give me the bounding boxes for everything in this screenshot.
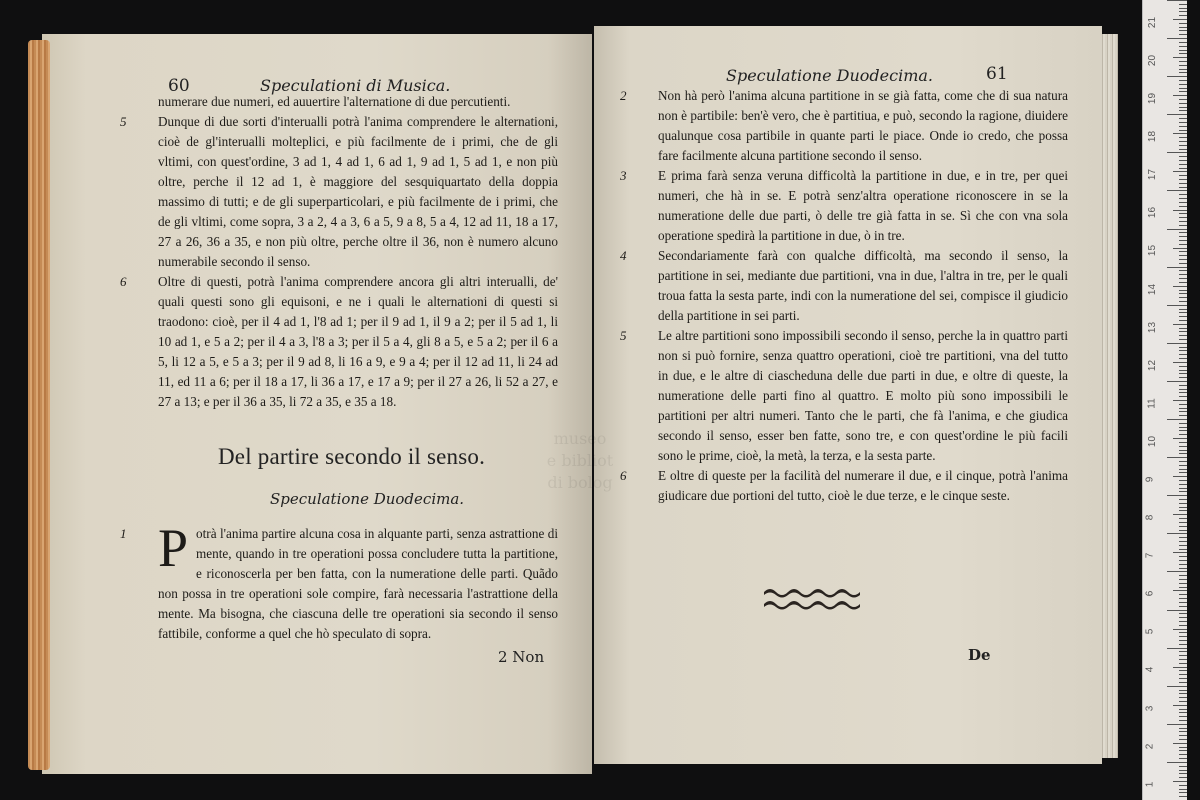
ruler-tick — [1173, 400, 1187, 401]
ruler-tick — [1173, 362, 1187, 363]
watermark-line: museo — [553, 429, 607, 448]
ruler-tick — [1179, 472, 1187, 473]
ruler-tick — [1179, 244, 1187, 245]
paragraph-text: numerare due numeri, ed auuertire l'alternatione di due percutienti. — [158, 94, 511, 109]
ruler-tick — [1179, 301, 1187, 302]
ruler-tick — [1179, 251, 1187, 252]
ruler-tick — [1179, 46, 1187, 47]
ruler-tick — [1179, 701, 1187, 702]
ruler-label: 14 — [1147, 283, 1159, 296]
ruler-tick — [1179, 221, 1187, 222]
ruler-tick — [1179, 331, 1187, 332]
ruler-tick — [1173, 629, 1187, 630]
ruler-tick — [1179, 198, 1187, 199]
ruler-tick — [1179, 240, 1187, 241]
ruler-tick — [1173, 743, 1187, 744]
ruler-tick — [1179, 8, 1187, 9]
ruler-tick — [1179, 541, 1187, 542]
ruler-tick — [1179, 42, 1187, 43]
ruler-tick — [1179, 549, 1187, 550]
ruler-tick — [1179, 274, 1187, 275]
ruler-tick — [1179, 465, 1187, 466]
ruler-tick — [1179, 11, 1187, 12]
ruler-tick — [1179, 731, 1187, 732]
ruler-tick — [1173, 210, 1187, 211]
ruler-tick — [1179, 770, 1187, 771]
ruler-label: 6 — [1144, 590, 1156, 597]
ruler-tick — [1179, 777, 1187, 778]
ruler-tick — [1179, 720, 1187, 721]
ruler-tick — [1179, 663, 1187, 664]
ruler-tick — [1179, 716, 1187, 717]
paragraph-text: Le altre partitioni sono impossibili secondo il senso, perche la in quattro parti non si può fornire, senza quattro operationi, cioè tre partitioni, vna del tutto in due, e le altre di ciascheduna delle due parti in due, e oltre di queste, la numeratione delle parti fino al quattro. E molto più sono impossibili le partitioni per altri numeri. Tanto che le parti, che fà l'anima, e che giudica secondo il senso, esser ben fatte, sono tre, e con quest'ordine le più facili sono le prime, cioè, la metà, la terza, e la sesta parte. — [658, 328, 1068, 463]
ruler-tick — [1167, 38, 1187, 39]
ruler-tick — [1167, 571, 1187, 572]
ruler-tick — [1179, 617, 1187, 618]
ruler-tick — [1167, 419, 1187, 420]
ruler-tick — [1179, 423, 1187, 424]
ruler-tick — [1179, 84, 1187, 85]
ruler-tick — [1179, 522, 1187, 523]
ruler-tick — [1179, 747, 1187, 748]
ruler-tick — [1179, 564, 1187, 565]
ruler-tick — [1179, 61, 1187, 62]
paragraph — [620, 246, 1068, 326]
right-body — [620, 86, 1068, 506]
ruler-tick — [1179, 130, 1187, 131]
ruler-tick — [1179, 194, 1187, 195]
ruler-tick — [1167, 76, 1187, 77]
paragraph-number: 4 — [620, 248, 627, 263]
ruler-tick — [1179, 377, 1187, 378]
ruler-tick — [1179, 728, 1187, 729]
ruler-tick — [1179, 263, 1187, 264]
paragraph-text: Oltre di questi, potrà l'anima comprendere ancora gli altri interualli, de' quali questi sono gli equisoni, e ne i quali le alternationi di questi si traodono: cioè, per il 4 ad 1, l'8 ad 1; per il 9 ad 1, il 9 a 2; per il 5 ad 1, li 10 ad 1, e 5 a 2; per il 4 a 3, l'8 a 3; per il 5 a 4, gli 8 a 5, e 5 a 2; per il 6 a 5, li 12 a 5, e 5 a 3; per il 9 ad 8, li 16 a 9, e 9 a 4; per il 12 ad 11, li 24 ad 11, ed 11 a 6; per il 18 a 17, li 36 a 17, e 17 a 9; per il 27 a 26, li 52 a 27, e 27 a 13; e per il 36 a 35, li 72 a 35, e 35 a 18. — [158, 274, 558, 409]
right-page — [594, 26, 1102, 764]
paragraph-number: 6 — [620, 468, 627, 483]
ruler-tick — [1179, 225, 1187, 226]
right-page-number: 61 — [986, 64, 1008, 84]
ruler-tick — [1173, 552, 1187, 553]
ruler-tick — [1179, 545, 1187, 546]
ruler-label: 17 — [1147, 168, 1159, 181]
ruler-tick — [1167, 229, 1187, 230]
ruler-tick — [1179, 392, 1187, 393]
ruler-tick — [1179, 674, 1187, 675]
ruler-tick — [1173, 476, 1187, 477]
ruler-tick — [1179, 503, 1187, 504]
ruler-tick — [1179, 632, 1187, 633]
ruler-tick — [1179, 758, 1187, 759]
ruler-tick — [1179, 766, 1187, 767]
ruler-tick — [1179, 450, 1187, 451]
paragraph-number: 3 — [620, 168, 627, 183]
ruler-tick — [1179, 659, 1187, 660]
ruler-tick — [1179, 389, 1187, 390]
ruler-tick — [1173, 19, 1187, 20]
paragraph-number: 6 — [120, 274, 127, 289]
ruler-tick — [1179, 206, 1187, 207]
ruler-tick — [1173, 667, 1187, 668]
ruler-tick — [1179, 118, 1187, 119]
ruler-tick — [1179, 373, 1187, 374]
ruler-label: 15 — [1147, 244, 1159, 257]
ruler-tick — [1179, 366, 1187, 367]
ruler-tick — [1179, 693, 1187, 694]
ruler-tick — [1179, 655, 1187, 656]
ruler-tick — [1179, 408, 1187, 409]
ruler-tick — [1179, 309, 1187, 310]
paragraph-number: 1 — [120, 526, 127, 541]
ruler-tick — [1179, 697, 1187, 698]
ruler-tick — [1179, 107, 1187, 108]
ruler-tick — [1179, 785, 1187, 786]
ruler-tick — [1179, 453, 1187, 454]
ruler-tick — [1167, 686, 1187, 687]
ruler-tick — [1179, 739, 1187, 740]
ruler-tick — [1179, 149, 1187, 150]
paragraph — [620, 166, 1068, 246]
ruler-tick — [1179, 278, 1187, 279]
ruler-tick — [1179, 404, 1187, 405]
ruler-label: 18 — [1147, 130, 1159, 143]
ruler-label: 12 — [1147, 359, 1159, 372]
left-body-bottom — [120, 518, 558, 644]
ruler-tick — [1167, 343, 1187, 344]
paragraph-number: 2 — [620, 88, 627, 103]
ruler-tick — [1167, 114, 1187, 115]
ruler-tick — [1179, 583, 1187, 584]
ruler-tick — [1173, 286, 1187, 287]
ruler-tick — [1179, 328, 1187, 329]
ruler-tick — [1179, 792, 1187, 793]
ruler-tick — [1173, 324, 1187, 325]
ruler-tick — [1179, 442, 1187, 443]
ruler-tick — [1179, 446, 1187, 447]
ruler-tick — [1167, 762, 1187, 763]
paragraph — [120, 272, 558, 412]
paragraph — [620, 466, 1068, 506]
section-subtitle: Speculatione Duodecima. — [270, 490, 465, 508]
ruler-tick — [1173, 133, 1187, 134]
ruler-tick — [1179, 796, 1187, 797]
ruler-tick — [1179, 168, 1187, 169]
ruler-tick — [1179, 53, 1187, 54]
watermark — [520, 428, 640, 494]
ruler-tick — [1179, 488, 1187, 489]
ruler-tick — [1179, 316, 1187, 317]
ruler-label: 9 — [1144, 476, 1156, 483]
ruler-tick — [1179, 4, 1187, 5]
ruler-tick — [1179, 644, 1187, 645]
ruler-tick — [1179, 670, 1187, 671]
ruler-tick — [1179, 65, 1187, 66]
ruler-tick — [1167, 0, 1187, 1]
ruler-tick — [1179, 396, 1187, 397]
ruler-tick — [1179, 461, 1187, 462]
paragraph-text: Non hà però l'anima alcuna partitione in se già fatta, come che di sua natura non è partibile: ben'è vero, che è partitiua, e può, secondo la ragione, diuidere qualunque cosa partibile in quante parti le piace. Onde io credo, che possa fare facilmente alcuna partitione secondo il senso. — [658, 88, 1068, 163]
ornament-icon — [762, 584, 866, 614]
ruler-tick — [1179, 110, 1187, 111]
ruler-tick — [1179, 427, 1187, 428]
paragraph-text: otrà l'anima partire alcuna cosa in alquante parti, senza astrattione di mente, quando in tre operationi possa concludere tutta la partitione, e riconoscerla per ben fatta, con la numeratione delle parti. Quãdo non possa in tre operationi sole compire, farà necessaria l'astrattione della mente. Ma bisogna, che ciascuna delle tre operationi sia secondo il senso fattibile, conforme a quel che hò speculato di sopra. — [158, 526, 558, 641]
ruler-tick — [1179, 568, 1187, 569]
ruler-tick — [1173, 514, 1187, 515]
ruler-tick — [1173, 590, 1187, 591]
ruler-tick — [1179, 750, 1187, 751]
ruler-tick — [1179, 156, 1187, 157]
ruler-tick — [1179, 312, 1187, 313]
ruler-tick — [1179, 141, 1187, 142]
ruler-tick — [1179, 270, 1187, 271]
ruler-tick — [1179, 164, 1187, 165]
ruler-tick — [1179, 651, 1187, 652]
paragraph-number: 5 — [120, 114, 127, 129]
ruler-tick — [1179, 621, 1187, 622]
ruler-label: 3 — [1144, 705, 1156, 712]
ruler-tick — [1179, 259, 1187, 260]
ruler-tick — [1179, 682, 1187, 683]
ruler-tick — [1179, 34, 1187, 35]
ruler-tick — [1179, 636, 1187, 637]
ruler-tick — [1179, 537, 1187, 538]
paragraph-text: E prima farà senza veruna difficoltà la partitione in due, e in tre, per quei numeri, che hà in se. E potrà senz'altra operatione riconoscere in se la numeratione delle due parti, ò delle tre già fatta in se. Sì che con vna sola operatione spedirà la partitione in due, ò in tre. — [658, 168, 1068, 243]
ruler-tick — [1173, 95, 1187, 96]
ruler-tick — [1179, 491, 1187, 492]
ruler-tick — [1179, 773, 1187, 774]
ruler-tick — [1179, 122, 1187, 123]
left-page — [42, 34, 592, 774]
section-title: Del partire secondo il senso. — [218, 444, 486, 469]
ruler-tick — [1179, 183, 1187, 184]
ruler-label: 20 — [1147, 54, 1159, 67]
ruler-tick — [1167, 190, 1187, 191]
ruler-tick — [1179, 213, 1187, 214]
ruler-label: 1 — [1144, 781, 1156, 788]
ruler-tick — [1179, 236, 1187, 237]
ruler-tick — [1179, 415, 1187, 416]
ruler-tick — [1167, 152, 1187, 153]
ruler-tick — [1167, 267, 1187, 268]
left-page-number: 60 — [168, 76, 190, 96]
ruler-label: 13 — [1147, 321, 1159, 334]
ruler-tick — [1179, 145, 1187, 146]
ruler-tick — [1179, 602, 1187, 603]
ruler-label: 7 — [1144, 552, 1156, 559]
ruler-tick — [1179, 297, 1187, 298]
watermark-line: e bibliot — [546, 451, 614, 470]
ruler-tick — [1167, 533, 1187, 534]
ruler-tick — [1179, 579, 1187, 580]
ruler-label: 8 — [1144, 514, 1156, 521]
ruler-tick — [1179, 137, 1187, 138]
ruler-tick — [1173, 248, 1187, 249]
ruler-tick — [1179, 50, 1187, 51]
ruler-label: 2 — [1144, 743, 1156, 750]
ruler-label: 10 — [1147, 435, 1159, 448]
ruler-tick — [1179, 160, 1187, 161]
ruler-tick — [1179, 754, 1187, 755]
ruler-tick — [1179, 430, 1187, 431]
ruler-label: 11 — [1146, 398, 1158, 409]
ruler-tick — [1179, 358, 1187, 359]
ruler-tick — [1179, 347, 1187, 348]
ruler-tick — [1179, 484, 1187, 485]
ruler-tick — [1167, 610, 1187, 611]
ruler-tick — [1179, 217, 1187, 218]
ruler-tick — [1179, 293, 1187, 294]
ruler-tick — [1179, 594, 1187, 595]
ruler-tick — [1173, 705, 1187, 706]
ruler-tick — [1173, 57, 1187, 58]
ruler-tick — [1179, 518, 1187, 519]
ruler-tick — [1179, 640, 1187, 641]
ruler-tick — [1179, 175, 1187, 176]
ruler-tick — [1179, 30, 1187, 31]
ruler-tick — [1179, 499, 1187, 500]
ruler-tick — [1179, 510, 1187, 511]
ruler-tick — [1167, 648, 1187, 649]
ruler-tick — [1167, 495, 1187, 496]
ruler-tick — [1179, 560, 1187, 561]
paragraph — [120, 518, 558, 644]
paragraph — [620, 86, 1068, 166]
ruler-tick — [1167, 724, 1187, 725]
ruler-tick — [1179, 735, 1187, 736]
ruler-tick — [1179, 507, 1187, 508]
left-running-head: Speculationi di Musica. — [260, 76, 451, 95]
ruler-tick — [1179, 370, 1187, 371]
paragraph-text: Dunque di due sorti d'interualli potrà l'anima comprendere le alternationi, cioè de gl'interualli molteplici, e più facilmente de i primi, che de gli vltimi, con quest'ordine, 3 ad 1, 4 ad 1, 6 ad 1, 9 ad 1, 5 ad 1, e non più oltre, perche il 12 ad 1, è maggiore del sesquiquartato della doppia massimo di tutti; e de gli superparticolari, e più facilmente de i primi, che de gli vltimi, come sopra, 3 a 2, 4 a 3, 6 a 5, 9 a 8, 5 a 4, 12 ad 11, 18 a 17, 27 a 26, 36 a 35, e non più oltre, perche oltre il 36, non è numero alcuno numerabile secondo il senso. — [158, 114, 558, 269]
ruler-tick — [1179, 556, 1187, 557]
ruler-tick — [1167, 381, 1187, 382]
ruler-tick — [1179, 290, 1187, 291]
ruler-tick — [1179, 339, 1187, 340]
ruler-tick — [1179, 69, 1187, 70]
ruler-tick — [1179, 23, 1187, 24]
drop-capital: P — [158, 518, 189, 578]
watermark-line: di bolog — [547, 473, 613, 492]
ruler-tick — [1179, 15, 1187, 16]
ruler-tick — [1179, 598, 1187, 599]
right-running-head: Speculatione Duodecima. — [726, 66, 933, 85]
ruler-tick — [1179, 320, 1187, 321]
ruler-tick — [1179, 606, 1187, 607]
ruler-tick — [1173, 438, 1187, 439]
paragraph — [620, 326, 1068, 466]
ruler-tick — [1179, 526, 1187, 527]
ruler-tick — [1179, 530, 1187, 531]
ruler-tick — [1179, 232, 1187, 233]
ruler-tick — [1179, 709, 1187, 710]
ruler-label: 5 — [1144, 628, 1156, 635]
ruler-label: 16 — [1147, 206, 1159, 219]
ruler-tick — [1179, 354, 1187, 355]
ruler-tick — [1179, 202, 1187, 203]
ruler-tick — [1179, 80, 1187, 81]
ruler-tick — [1179, 91, 1187, 92]
ruler-label: 21 — [1147, 16, 1159, 29]
ruler-tick — [1179, 385, 1187, 386]
ruler-tick — [1179, 575, 1187, 576]
ruler-tick — [1179, 712, 1187, 713]
ruler-tick — [1173, 171, 1187, 172]
ruler-tick — [1179, 255, 1187, 256]
paragraph — [120, 112, 558, 272]
ruler-tick — [1179, 625, 1187, 626]
paragraph — [158, 92, 558, 112]
paragraph-number: 5 — [620, 328, 627, 343]
ruler-tick — [1179, 282, 1187, 283]
ruler-tick — [1179, 690, 1187, 691]
ruler-tick — [1179, 469, 1187, 470]
catchword: 2 Non — [498, 648, 545, 666]
ruler-tick — [1179, 103, 1187, 104]
left-body-top — [120, 92, 558, 412]
ruler-tick — [1179, 126, 1187, 127]
ruler-tick — [1179, 678, 1187, 679]
ruler-tick — [1179, 480, 1187, 481]
ruler-tick — [1167, 305, 1187, 306]
ruler-tick — [1179, 72, 1187, 73]
ruler-tick — [1179, 411, 1187, 412]
ruler-tick — [1179, 99, 1187, 100]
paragraph-text: E oltre di queste per la facilità del numerare il due, e il cinque, potrà l'anima giudicare due portioni del tutto, cioè le due terze, e le cinque seste. — [658, 468, 1068, 503]
ruler-tick — [1179, 27, 1187, 28]
ruler-tick — [1179, 434, 1187, 435]
ruler-tick — [1179, 789, 1187, 790]
measuring-ruler — [1142, 0, 1187, 800]
ruler-tick — [1179, 350, 1187, 351]
ruler-tick — [1179, 88, 1187, 89]
ruler-tick — [1173, 781, 1187, 782]
ruler-label: 19 — [1147, 92, 1159, 105]
ruler-tick — [1179, 179, 1187, 180]
ruler-tick — [1179, 613, 1187, 614]
ruler-tick — [1179, 587, 1187, 588]
ruler-tick — [1167, 457, 1187, 458]
ruler-label: 4 — [1144, 666, 1156, 673]
paragraph-text: Secondariamente farà con qualche difficoltà, ma secondo il senso, la partitione in sei, mediante due partitioni, vna in due, l'altra in tre, per le quali troua fatta la sesta parte, indi con la numeratione del sei, compisce il giudicio della partitione in sei parti. — [658, 248, 1068, 323]
ruler-tick — [1179, 187, 1187, 188]
ruler-tick — [1179, 335, 1187, 336]
catchword: De — [968, 646, 991, 664]
